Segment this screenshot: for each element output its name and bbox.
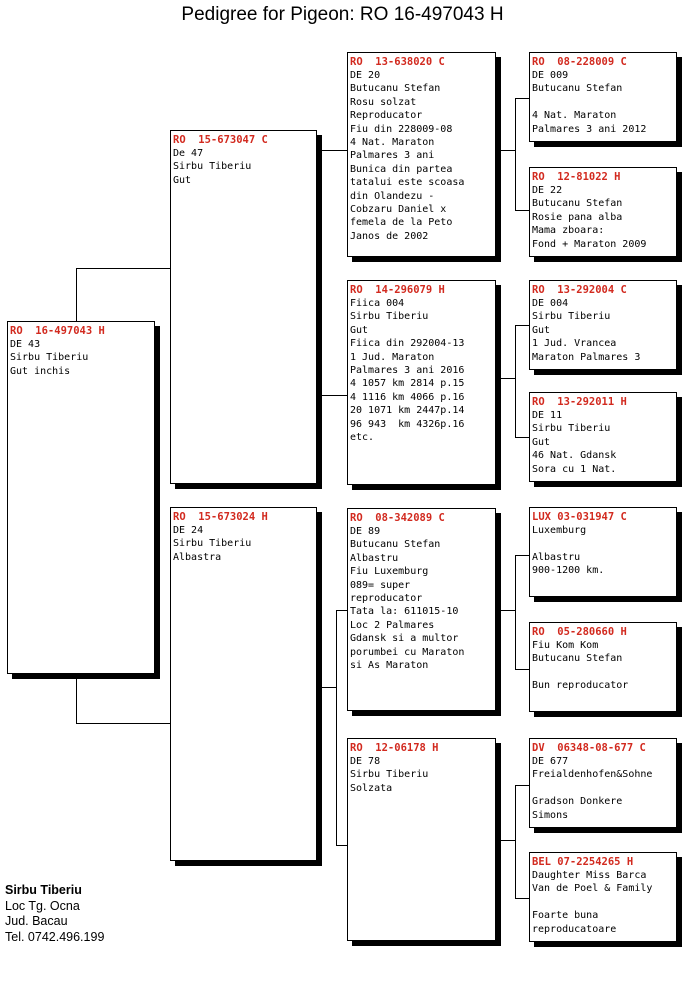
ring-number: LUX 03-031947 C: [532, 511, 627, 523]
connector: [496, 150, 515, 151]
page-title: Pedigree for Pigeon: RO 16-497043 H: [181, 4, 504, 25]
connector: [316, 150, 348, 151]
connector: [496, 610, 515, 611]
ring-number: RO 12-06178 H: [350, 742, 439, 754]
info-line: porumbei cu Maraton: [350, 646, 465, 658]
connector: [336, 610, 337, 845]
info-line: Sirbu Tiberiu: [350, 311, 429, 323]
great-grandparent-card: [529, 738, 677, 828]
connector: [515, 898, 529, 899]
info-line: Sirbu Tiberiu: [532, 423, 611, 435]
ring-number: RO 16-497043 H: [10, 325, 105, 337]
info-line: [532, 537, 674, 550]
connector: [515, 437, 529, 438]
info-line: 4 Nat. Maraton: [350, 137, 435, 149]
info-line: Gut: [173, 174, 192, 186]
info-line: Albastru: [350, 552, 399, 564]
info-line: 4 1116 km 4066 p.16: [350, 391, 465, 403]
owner-name: Sirbu Tiberiu: [5, 883, 82, 897]
info-line: Gdansk si a multor: [350, 633, 459, 645]
connector: [515, 325, 516, 437]
great-grandparent-card: [529, 622, 677, 712]
info-line: Bun reproducator: [532, 680, 629, 692]
ring-number: RO 13-292011 H: [532, 396, 627, 408]
great-grandparent-card: [529, 167, 677, 257]
ring-number: RO 05-280660 H: [532, 626, 627, 638]
info-line: Gradson Donkere: [532, 796, 623, 808]
info-line: Albastra: [173, 551, 222, 563]
connector: [515, 98, 516, 210]
info-line: Gut inchis: [10, 365, 71, 377]
info-line: Rosie pana alba: [532, 211, 623, 223]
subject-bird-card: [7, 321, 155, 674]
info-line: 1 Jud. Vrancea: [532, 338, 617, 350]
dam-card: [170, 507, 317, 861]
info-line: 4 1057 km 2814 p.15: [350, 378, 465, 390]
grandsire-maternal-card: [347, 508, 496, 711]
info-line: Maraton Palmares 3: [532, 351, 641, 363]
info-line: DE 11: [532, 410, 563, 421]
great-grandparent-card: [529, 280, 677, 370]
info-line: Palmares 3 ani: [350, 150, 435, 162]
info-line: femela de la Peto: [350, 217, 453, 229]
info-line: Butucanu Stefan: [350, 539, 441, 551]
ring-number: RO 08-342089 C: [350, 512, 445, 524]
ring-number: RO 13-292004 C: [532, 284, 627, 296]
connector: [515, 98, 529, 99]
info-line: si As Maraton: [350, 660, 429, 672]
info-line: [532, 782, 674, 795]
info-line: Tata la: 611015-10: [350, 606, 459, 618]
info-line: Gut: [532, 324, 551, 336]
info-line: DE 677: [532, 756, 569, 767]
info-line: Butucanu Stefan: [532, 653, 623, 665]
info-line: 089= super: [350, 579, 411, 591]
info-line: reproducatoare: [532, 923, 617, 935]
info-line: 4 Nat. Maraton: [532, 110, 617, 122]
info-line: Fiu Luxemburg: [350, 566, 429, 578]
info-line: Mama zboara:: [532, 225, 605, 237]
info-line: Fiica din 292004-13: [350, 338, 465, 350]
connector: [515, 669, 529, 670]
owner-phone: Tel. 0742.496.199: [5, 929, 105, 944]
info-line: Sirbu Tiberiu: [10, 352, 89, 364]
info-line: 20 1071 km 2447p.14: [350, 405, 465, 417]
info-line: Cobzaru Daniel x: [350, 204, 447, 216]
info-line: etc.: [350, 432, 375, 444]
ring-number: DV 06348-08-677 C: [532, 742, 646, 754]
connector: [496, 840, 515, 841]
connector: [76, 723, 171, 724]
ring-number: RO 15-673024 H: [173, 511, 268, 523]
info-line: 96 943 km 4326p.16: [350, 418, 465, 430]
info-line: [532, 896, 674, 909]
info-line: 46 Nat. Gdansk: [532, 450, 617, 462]
info-line: Gut: [350, 324, 369, 336]
info-line: Sirbu Tiberiu: [532, 311, 611, 323]
info-line: [532, 666, 674, 679]
info-line: Loc 2 Palmares: [350, 619, 435, 631]
info-line: De 47: [173, 148, 204, 159]
info-line: Luxemburg: [532, 525, 587, 536]
connector: [316, 687, 336, 688]
great-grandparent-card: [529, 52, 677, 142]
info-line: Butucanu Stefan: [350, 83, 441, 95]
info-line: Gut: [532, 436, 551, 448]
owner-locality: Loc Tg. Ocna: [5, 898, 80, 913]
info-line: Albastru: [532, 551, 581, 563]
great-grandparent-card: [529, 852, 677, 942]
info-line: Janos de 2002: [350, 230, 429, 242]
info-line: Fond + Maraton 2009: [532, 238, 647, 250]
info-line: Palmares 3 ani 2016: [350, 365, 465, 377]
info-line: Freialdenhofen&Sohne: [532, 769, 653, 781]
info-line: Fiica 004: [350, 298, 405, 309]
great-grandparent-card: [529, 392, 677, 482]
info-line: tatalui este scoasa: [350, 177, 465, 189]
grandsire-paternal-card: [347, 52, 496, 257]
connector: [76, 268, 77, 322]
info-line: Sirbu Tiberiu: [173, 161, 252, 173]
info-line: Rosu solzat: [350, 96, 417, 108]
ring-number: RO 15-673047 C: [173, 134, 268, 146]
info-line: DE 22: [532, 185, 563, 196]
info-line: Foarte buna: [532, 910, 599, 922]
connector: [76, 268, 171, 269]
info-line: Simons: [532, 809, 569, 821]
info-line: reproducator: [350, 593, 423, 605]
ring-number: BEL 07-2254265 H: [532, 856, 634, 868]
connector: [515, 785, 529, 786]
ring-number: RO 14-296079 H: [350, 284, 445, 296]
ring-number: RO 08-228009 C: [532, 56, 627, 68]
connector: [515, 325, 529, 326]
great-grandparent-card: [529, 507, 677, 597]
connector: [316, 395, 348, 396]
owner-county: Jud. Bacau: [5, 914, 68, 928]
info-line: DE 004: [532, 298, 569, 309]
info-line: DE 009: [532, 70, 569, 81]
info-line: DE 24: [173, 525, 204, 536]
ring-number: RO 13-638020 C: [350, 56, 445, 68]
connector: [515, 555, 529, 556]
ring-number: RO 12-81022 H: [532, 171, 621, 183]
info-line: Daughter Miss Barca: [532, 870, 647, 881]
info-line: DE 20: [350, 70, 381, 81]
info-line: [532, 96, 674, 109]
info-line: Butucanu Stefan: [532, 83, 623, 95]
connector: [496, 378, 515, 379]
info-line: Fiu Kom Kom: [532, 640, 599, 651]
granddam-maternal-card: [347, 738, 496, 941]
connector: [515, 555, 516, 669]
info-line: Palmares 3 ani 2012: [532, 123, 647, 135]
info-line: Reproducator: [350, 110, 423, 122]
info-line: DE 89: [350, 526, 381, 537]
info-line: Sirbu Tiberiu: [173, 538, 252, 550]
info-line: 900-1200 km.: [532, 565, 605, 577]
info-line: DE 78: [350, 756, 381, 767]
granddam-paternal-card: [347, 280, 496, 485]
owner-info: [5, 883, 104, 945]
connector: [76, 673, 77, 723]
info-line: 1 Jud. Maraton: [350, 351, 435, 363]
info-line: Fiu din 228009-08: [350, 123, 453, 135]
info-line: Sora cu 1 Nat.: [532, 463, 617, 475]
info-line: Solzata: [350, 782, 393, 794]
info-line: DE 43: [10, 339, 41, 350]
connector: [515, 210, 529, 211]
info-line: Butucanu Stefan: [532, 198, 623, 210]
info-line: Sirbu Tiberiu: [350, 769, 429, 781]
connector: [515, 785, 516, 898]
info-line: Van de Poel & Family: [532, 883, 653, 895]
info-line: din Olandezu -: [350, 190, 435, 202]
info-line: Bunica din partea: [350, 163, 453, 175]
sire-card: [170, 130, 317, 484]
